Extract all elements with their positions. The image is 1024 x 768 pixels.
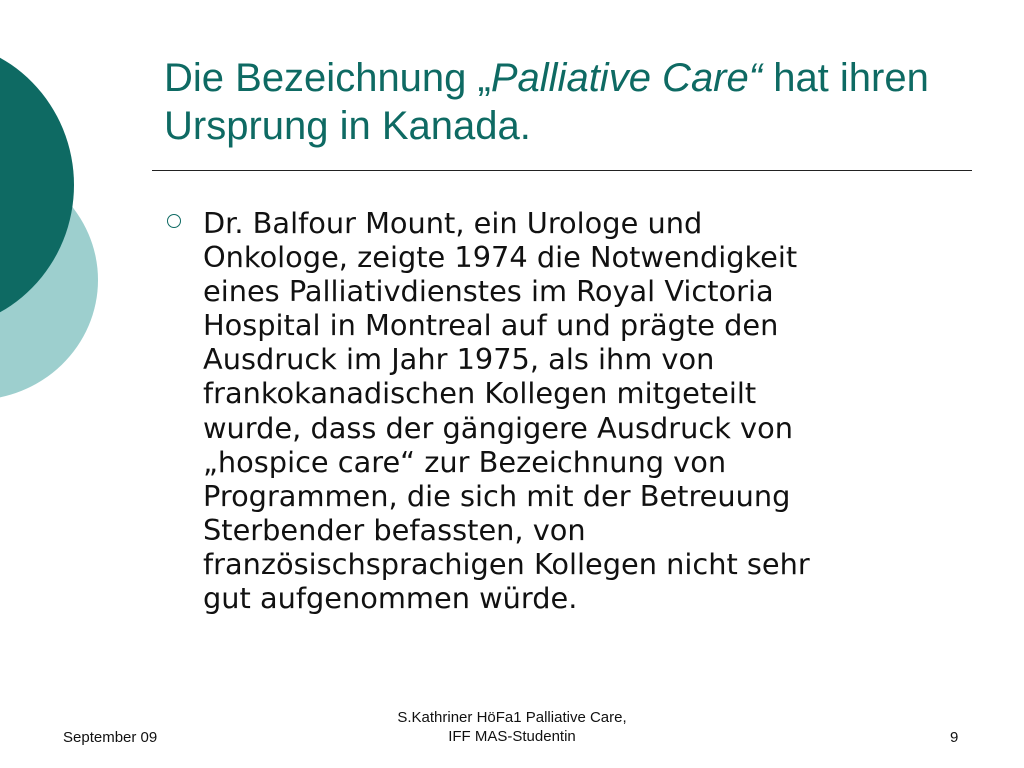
- page-number: 9: [950, 729, 959, 746]
- slide-title: [164, 54, 964, 150]
- title-text-after: hat ihren Ursprung in Kanada.: [164, 56, 929, 148]
- footer-author: S.Kathriner HöFa1 Palliative Care, IFF MAS-Studentin: [397, 709, 627, 745]
- title-divider: [152, 170, 972, 171]
- bullet-text: Dr. Balfour Mount, ein Urologe und Onkologe, zeigte 1974 die Notwendigkeit eines Palliativdienstes im Royal Victoria Hospital in Montreal auf und prägte den Ausdruck im Jahr 1975, als ihm von frankokanadischen Kollegen mitgeteilt wurde, dass der gängigere Ausdruck von „hospice care“ zur Bezeichnung von Programmen, die sich mit der Betreuung Sterbender befassten, von französischsprachigen Kollegen nicht sehr gut aufgenommen würde.: [203, 206, 810, 616]
- title-text-emphasis: Palliative Care“: [490, 56, 763, 100]
- hollow-circle-bullet-icon: [167, 214, 181, 228]
- title-text-before: Die Bezeichnung „: [164, 56, 491, 100]
- footer-date: September 09: [63, 729, 158, 746]
